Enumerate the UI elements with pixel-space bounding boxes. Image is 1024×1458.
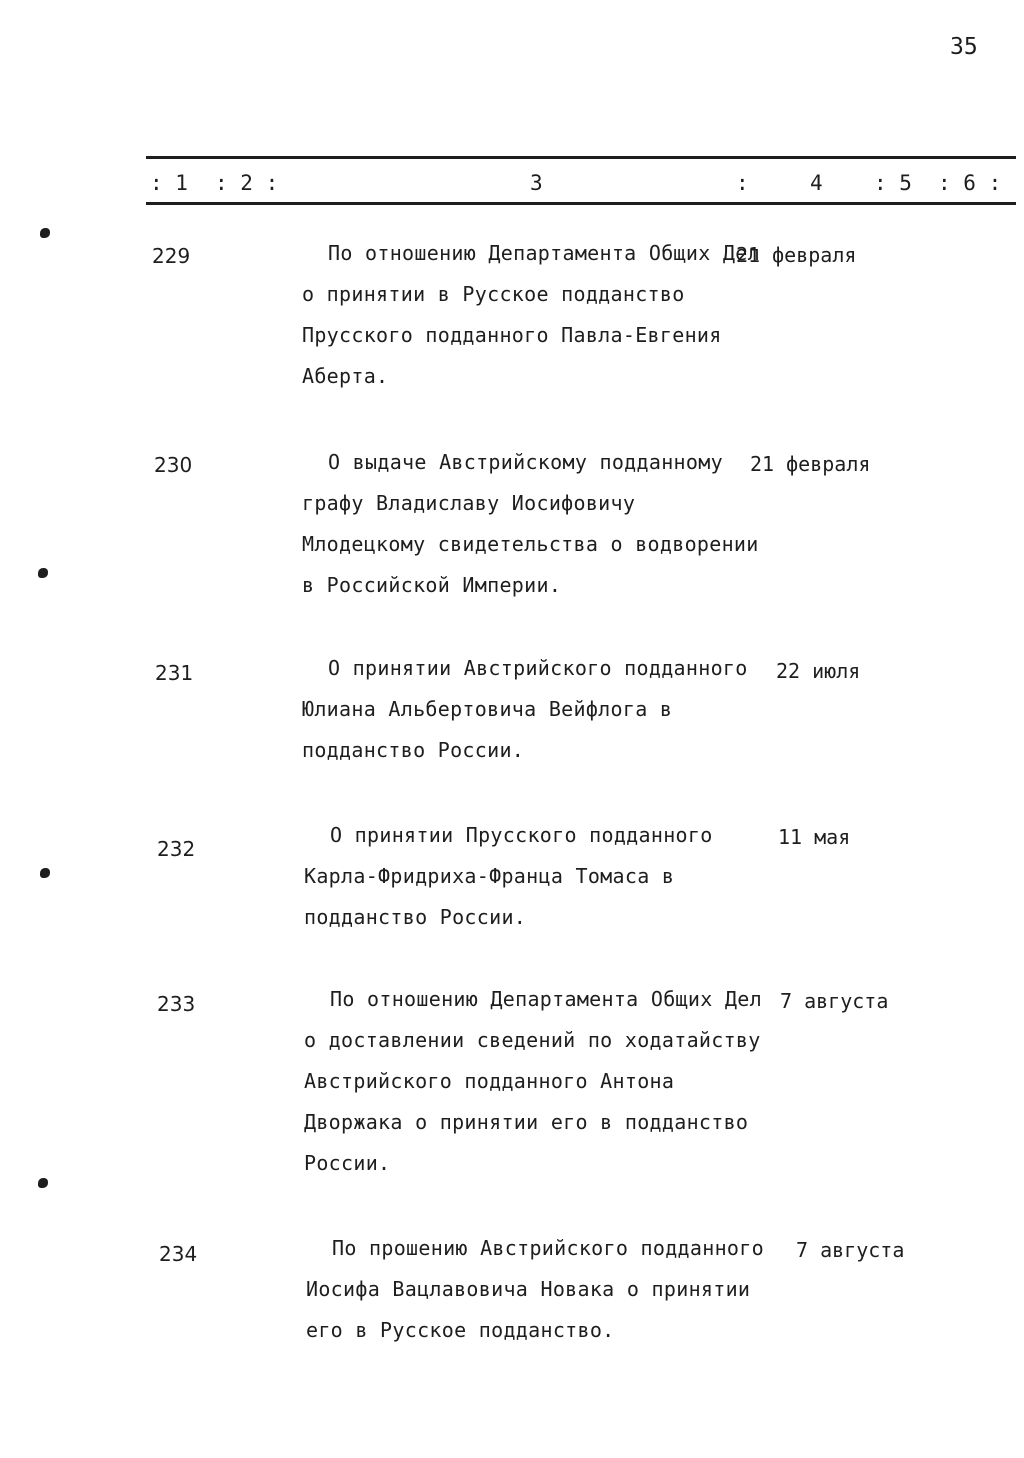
entry-date: 7 августа xyxy=(780,989,889,1013)
hole-punch-mark xyxy=(40,868,50,878)
entry-number: 231 xyxy=(155,661,194,685)
header-col-1: : 1 xyxy=(150,171,188,195)
entry-text: По отношению Департамента Общих Дел о доставлении сведений по ходатайству Австрийского подданного Антона Дворжака о принятии его в подданство России. xyxy=(304,987,762,1175)
entry-text: По прошению Австрийского подданного Иосифа Вацлавовича Новака о принятии его в Русское подданство. xyxy=(306,1236,764,1342)
header-rule-top xyxy=(146,156,1016,159)
entry-date: 21 февраля xyxy=(750,452,871,476)
entry-number: 233 xyxy=(157,992,196,1016)
entry-text: О выдаче Австрийскому подданному графу Владиславу Иосифовичу Млодецкому свидетельства о водворении в Российской Империи. xyxy=(302,450,759,597)
hole-punch-mark xyxy=(38,568,48,578)
entry-text: По отношению Департамента Общих Дел о принятии в Русское подданство Прусского подданного Павла-Евгения Аберта. xyxy=(302,241,760,388)
entry-number: 234 xyxy=(159,1242,198,1266)
entry-number: 229 xyxy=(152,244,191,268)
entry-number: 230 xyxy=(154,453,193,477)
header-col-4: 4 xyxy=(810,171,823,195)
entry-date: 21 февраля xyxy=(736,243,857,267)
entry-date: 11 мая xyxy=(778,825,851,849)
entry-text: О принятии Прусского подданного Карла-Фридриха-Франца Томаса в подданство России. xyxy=(304,823,713,929)
header-col-3: 3 xyxy=(530,171,543,195)
hole-punch-mark xyxy=(40,228,50,238)
header-col-4-separator: : xyxy=(736,171,749,195)
header-col-6: : 6 : xyxy=(938,171,1002,195)
entry-date: 7 августа xyxy=(796,1238,905,1262)
hole-punch-mark xyxy=(38,1178,48,1188)
page-number: 35 xyxy=(950,34,978,60)
header-rule-bottom xyxy=(146,202,1016,205)
header-col-5: : 5 xyxy=(874,171,912,195)
header-col-2: : 2 : xyxy=(215,171,279,195)
entry-text: О принятии Австрийского подданного Юлиана Альбертовича Вейфлога в подданство России. xyxy=(302,656,748,762)
entry-date: 22 июля xyxy=(776,659,861,683)
entry-number: 232 xyxy=(157,837,196,861)
